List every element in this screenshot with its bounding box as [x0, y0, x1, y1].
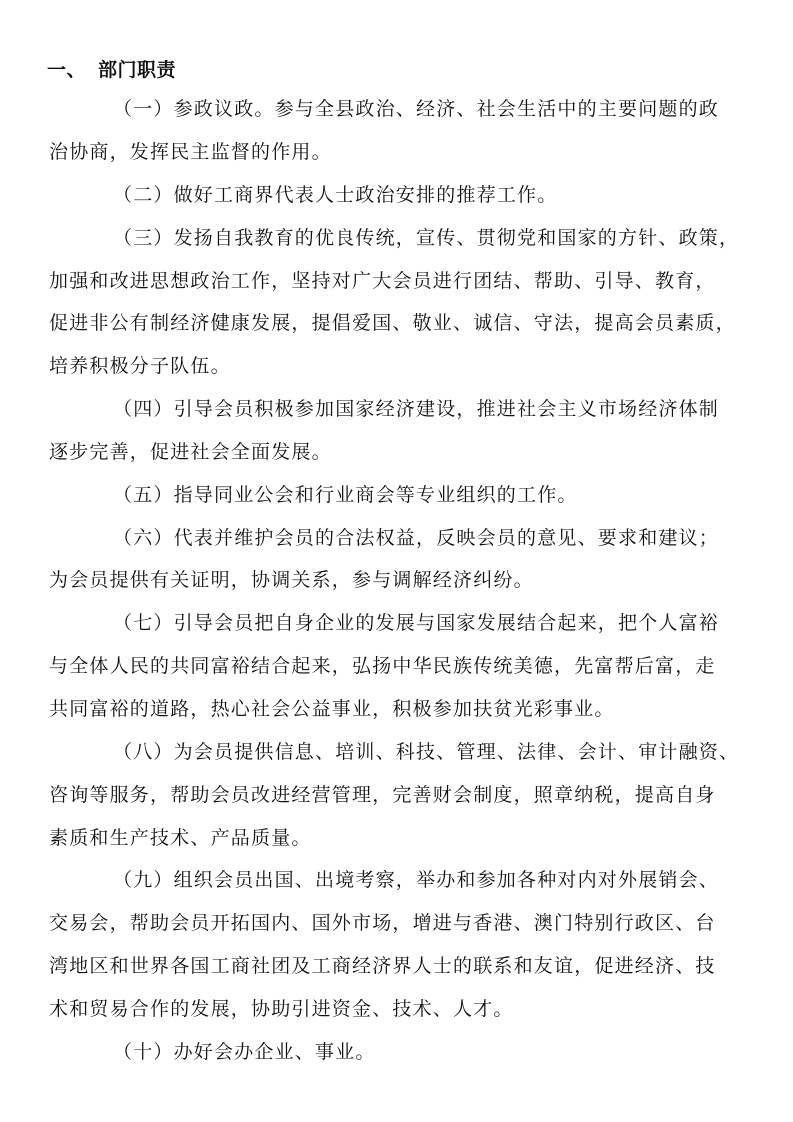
- paragraph-line: （八）为会员提供信息、培训、科技、管理、法律、会计、审计融资、: [113, 741, 740, 763]
- paragraph-line: （四）引导会员积极参加国家经济建设，推进社会主义市场经济体制: [113, 398, 720, 420]
- paragraph-line: （九）组织会员出国、出境考察，举办和参加各种对内对外展销会、: [113, 869, 720, 891]
- paragraph-line: （一）参政议政。参与全县政治、经济、社会生活中的主要问题的政: [113, 98, 720, 120]
- paragraph-line: 咨询等服务，帮助会员改进经营管理，完善财会制度，照章纳税，提高自身: [49, 784, 716, 806]
- paragraph-line: （三）发扬自我教育的优良传统，宣传、贯彻党和国家的方针、政策，: [113, 227, 740, 249]
- paragraph-line: （五）指导同业公会和行业商会等专业组织的工作。: [113, 484, 578, 506]
- paragraph-line: 湾地区和世界各国工商社团及工商经济界人士的联系和友谊，促进经济、技: [49, 955, 716, 977]
- paragraph-line: （二）做好工商界代表人士政治安排的推荐工作。: [113, 184, 558, 206]
- paragraph-line: 共同富裕的道路，热心社会公益事业，积极参加扶贫光彩事业。: [49, 698, 615, 720]
- paragraph-line: 治协商，发挥民主监督的作用。: [49, 141, 332, 163]
- paragraph-line: 培养积极分子队伍。: [49, 355, 231, 377]
- paragraph-line: （七）引导会员把自身企业的发展与国家发展结合起来，把个人富裕: [113, 612, 720, 634]
- paragraph-line: 素质和生产技术、产品质量。: [49, 827, 312, 849]
- paragraph-line: 促进非公有制经济健康发展，提倡爱国、敬业、诚信、守法，提高会员素质，: [49, 312, 736, 334]
- section-heading: [47, 58, 176, 82]
- paragraph-line: 加强和改进思想政治工作，坚持对广大会员进行团结、帮助、引导、教育，: [49, 270, 716, 292]
- paragraph-line: 交易会，帮助会员开拓国内、国外市场，增进与香港、澳门特别行政区、台: [49, 912, 716, 934]
- paragraph-line: 术和贸易合作的发展，协助引进资金、技术、人才。: [49, 998, 514, 1020]
- paragraph-line: 为会员提供有关证明，协调关系，参与调解经济纠纷。: [49, 569, 534, 591]
- section-number: 一、: [47, 59, 87, 81]
- paragraph-line: 与全体人民的共同富裕结合起来，弘扬中华民族传统美德，先富帮后富，走: [49, 655, 716, 677]
- paragraph-line: 逐步完善，促进社会全面发展。: [49, 441, 332, 463]
- paragraph-line: （六）代表并维护会员的合法权益，反映会员的意见、要求和建议；: [113, 527, 720, 549]
- paragraph-line: （十）办好会办企业、事业。: [113, 1041, 376, 1063]
- section-title: 部门职责: [98, 59, 177, 81]
